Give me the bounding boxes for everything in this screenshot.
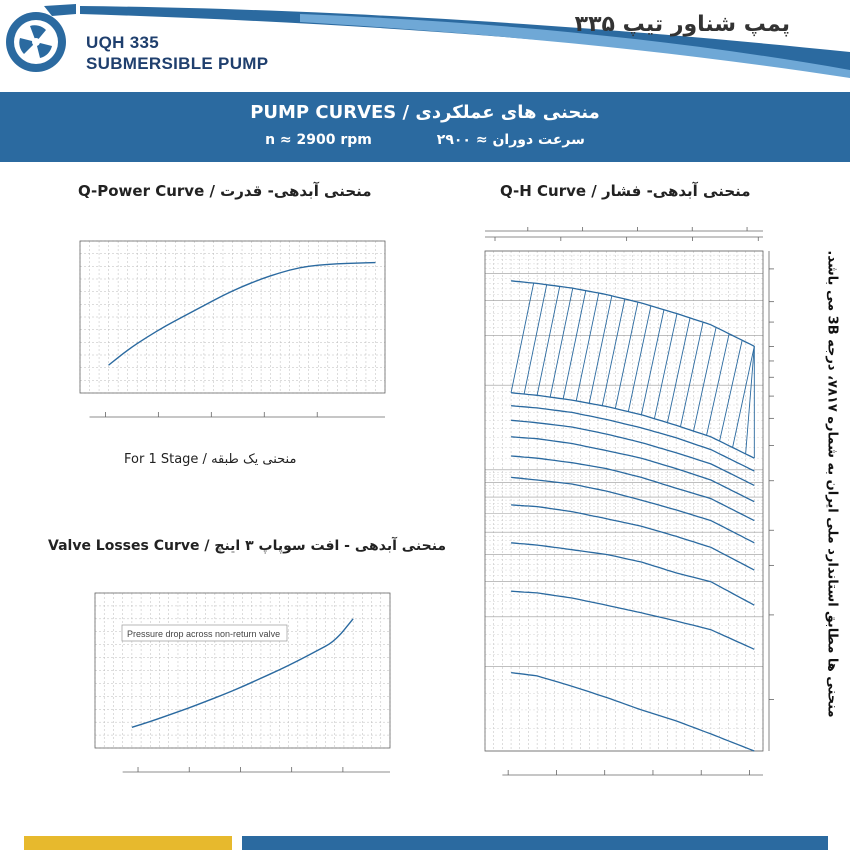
hatch-line: [550, 288, 573, 397]
band-title: PUMP CURVES / منحنی های عملکردی: [250, 102, 600, 123]
page-header: [0, 0, 850, 90]
footer-yellow-bar: [24, 836, 232, 850]
band-speed: [0, 132, 850, 148]
hatch-line: [733, 346, 755, 447]
valve-chart-title: Valve Losses Curve / منحنی آبدهی - افت سوپاپ ۳ اینچ: [48, 538, 447, 554]
hatch-line: [641, 310, 664, 415]
qh-chart-title: Q-H Curve / منحنی آبدهی- فشار: [500, 182, 751, 200]
hatch-line: [654, 314, 677, 419]
valve-annotation: [122, 625, 287, 641]
hatch-line: [615, 302, 638, 408]
model-name: UQH 335: [86, 33, 159, 52]
footer-blue-bar: [242, 836, 828, 850]
valve-annotation-text: Pressure drop across non-return valve: [127, 629, 281, 639]
hatch-line: [680, 322, 703, 427]
hatch-line: [602, 299, 625, 406]
hatch-line: [694, 327, 717, 431]
power-chart-subtitle: For 1 Stage / منحنی یک طبقه: [124, 452, 297, 467]
hatch-line: [589, 296, 612, 403]
hatch-line: [720, 340, 743, 441]
hatch-line: [628, 306, 651, 412]
hatch-line: [667, 318, 690, 423]
standard-note: [812, 250, 847, 720]
model-subtitle: SUBMERSIBLE PUMP: [86, 54, 269, 73]
hatch-line: [537, 286, 560, 395]
power-chart-title: Q-Power Curve / منحنی آبدهی- قدرت: [78, 182, 372, 200]
persian-title: پمپ شناور تیپ ۳۳۵: [574, 12, 790, 37]
power-chart: [0, 205, 420, 450]
standard-note-text: منحنی ها مطابق استاندارد ملی ایران به شماره ۷۸۱۷، درجه 3B می باشد.: [824, 250, 840, 718]
speed-persian: سرعت دوران ≈ ۲۹۰۰: [436, 132, 585, 148]
speed-english: n ≈ 2900 rpm: [265, 132, 372, 148]
hatch-line: [576, 293, 599, 401]
hatch-line: [524, 285, 547, 394]
qh-grid: [485, 251, 763, 751]
hatch-line: [511, 283, 534, 393]
company-logo: [0, 0, 80, 80]
valve-chart: [0, 580, 420, 810]
qh-chart: [430, 205, 810, 815]
title-band: [0, 92, 850, 162]
